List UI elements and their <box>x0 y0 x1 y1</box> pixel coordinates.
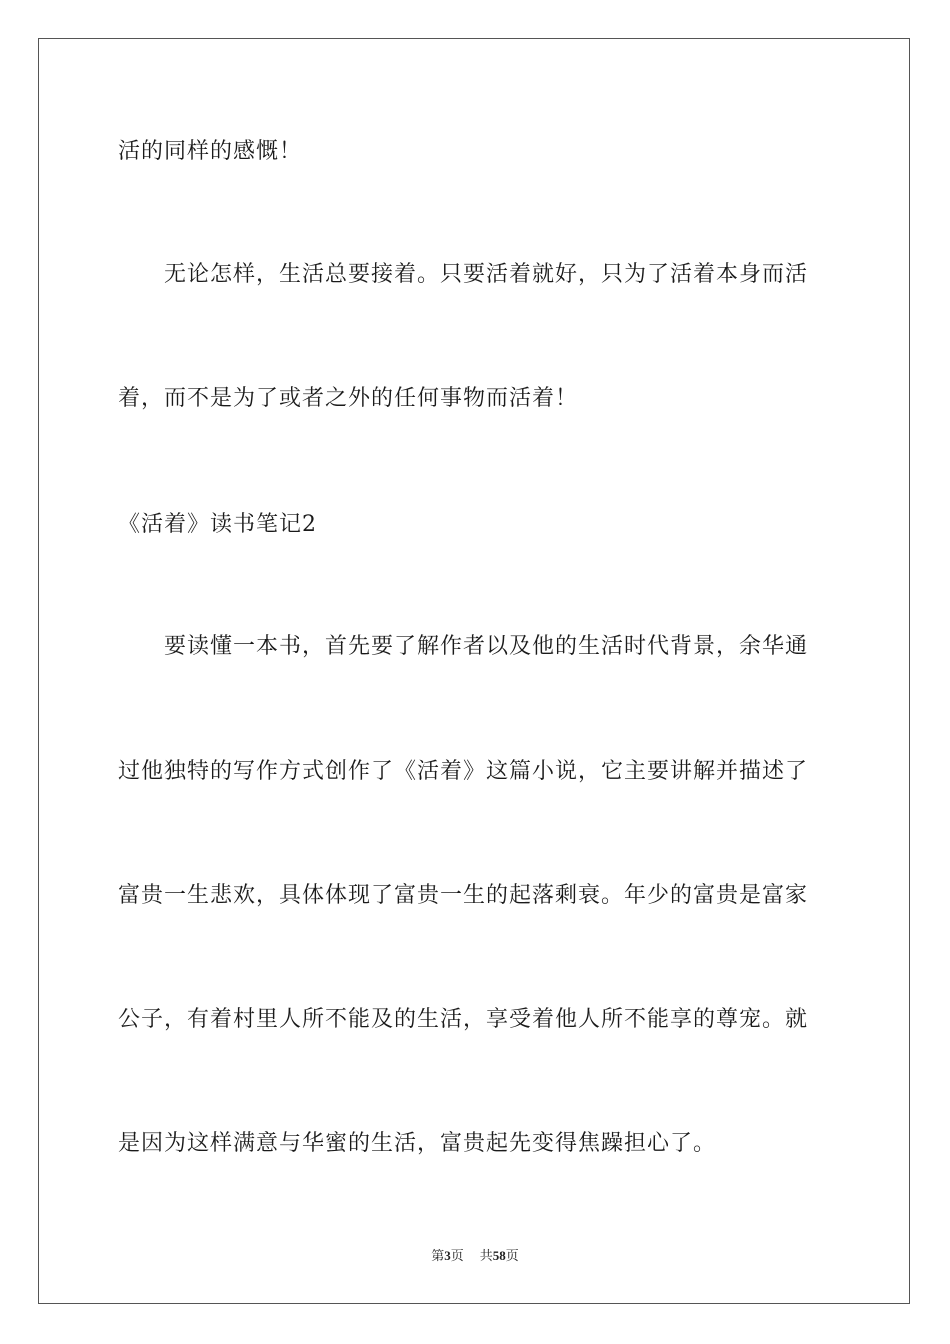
page-border <box>38 38 910 1304</box>
text-line: 活的同样的感慨！ <box>118 139 303 164</box>
text-line: 公子，有着村里人所不能及的生活，享受着他人所不能享的尊宠。就 <box>118 1007 809 1032</box>
text-line: 是因为这样满意与华蜜的生活，富贵起先变得焦躁担心了。 <box>118 1131 717 1156</box>
page-footer <box>0 1247 950 1266</box>
page-prefix: 第 <box>431 1249 445 1264</box>
paragraph-start-line: 要读懂一本书，首先要了解作者以及他的生活时代背景，余华通 <box>164 634 809 659</box>
total-suffix: 页 <box>505 1249 519 1264</box>
paragraph-start-line: 无论怎样，生活总要接着。只要活着就好，只为了活着本身而活 <box>164 262 809 287</box>
text-line: 富贵一生悲欢，具体体现了富贵一生的起落剩衰。年少的富贵是富家 <box>118 883 809 908</box>
text-line: 着，而不是为了或者之外的任何事物而活着！ <box>118 386 579 411</box>
section-heading: 《活着》读书笔记2 <box>118 512 317 537</box>
text-line: 过他独特的写作方式创作了《活着》这篇小说，它主要讲解并描述了 <box>118 759 809 784</box>
page-number: 3 <box>444 1248 451 1263</box>
page-suffix: 页 <box>450 1249 464 1264</box>
total-pages: 58 <box>492 1248 506 1263</box>
total-prefix: 共 <box>479 1249 493 1264</box>
